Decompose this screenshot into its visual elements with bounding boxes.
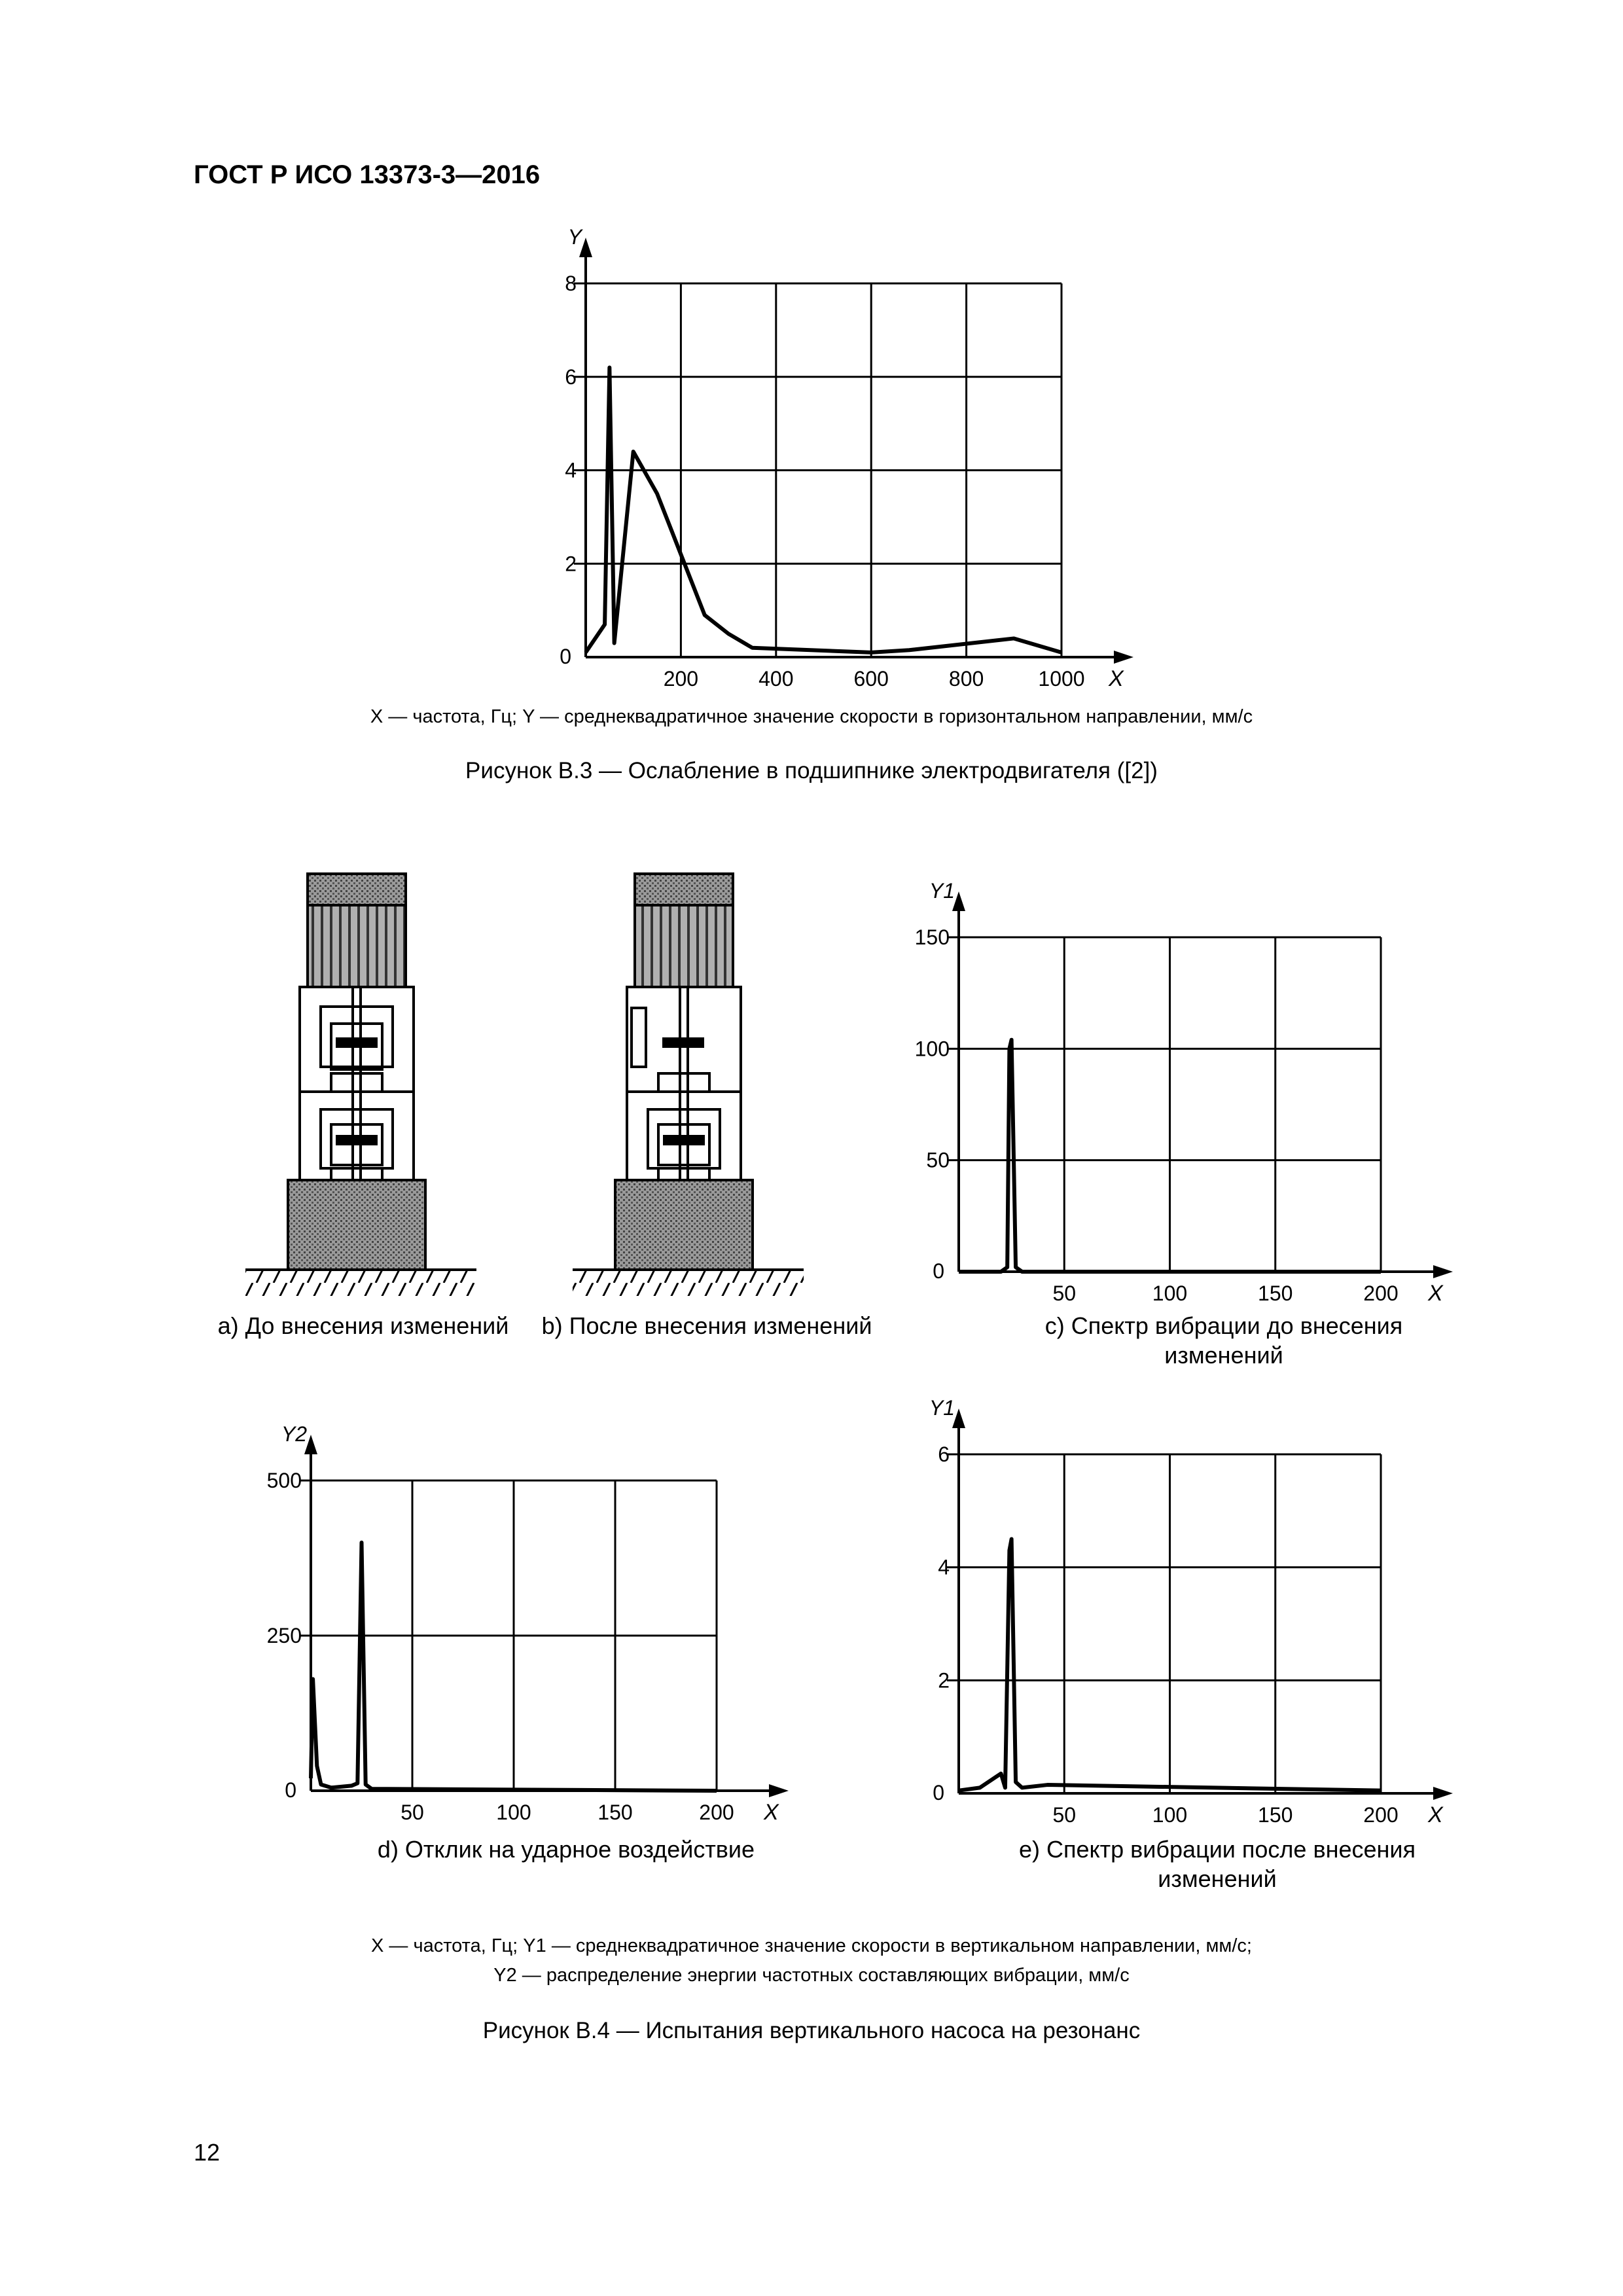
- x-tick-label-3: 200: [1363, 1803, 1399, 1827]
- y-tick-label-0: 50: [926, 1148, 950, 1172]
- x-axis-arrow: [1433, 1265, 1453, 1278]
- y-tick-label-2: 6: [565, 365, 577, 389]
- origin-label: 0: [560, 645, 571, 668]
- y-axis-label: Y2: [281, 1422, 307, 1446]
- x-tick-label-2: 150: [1258, 1282, 1293, 1305]
- x-tick-label-2: 150: [1258, 1803, 1293, 1827]
- chart-b3: [560, 225, 1133, 691]
- x-axis-arrow: [769, 1784, 789, 1797]
- x-tick-label-1: 100: [1152, 1803, 1188, 1827]
- chart-b4e: [929, 1396, 1453, 1827]
- y-tick-label-0: 250: [266, 1624, 302, 1647]
- y-axis-label: Y: [567, 225, 582, 249]
- x-axis-label: X: [1428, 1281, 1443, 1306]
- x-axis-label: X: [764, 1800, 779, 1825]
- x-tick-label-4: 1000: [1038, 667, 1085, 691]
- y-tick-label-1: 4: [565, 458, 577, 482]
- series-line-0: [586, 367, 1061, 652]
- x-tick-label-1: 100: [1152, 1282, 1188, 1305]
- figure-b3-caption: Рисунок В.3 — Ослабление в подшипнике электродвигателя ([2]): [465, 758, 1158, 783]
- origin-label: 0: [933, 1781, 944, 1804]
- document-header: ГОСТ Р ИСО 13373-3—2016: [194, 160, 541, 189]
- x-tick-label-0: 50: [401, 1801, 424, 1824]
- x-tick-label-3: 200: [1363, 1282, 1399, 1305]
- figure-b3-legend: X — частота, Гц; Y — среднеквадратичное значение скорости в горизонтальном направлении, мм/с: [370, 706, 1253, 727]
- y-tick-label-1: 500: [266, 1469, 302, 1492]
- y-tick-label-1: 100: [914, 1037, 950, 1061]
- y-tick-label-3: 8: [565, 272, 577, 295]
- subcaption-b: b) После внесения изменений: [541, 1312, 872, 1339]
- pump-diagram-before: [245, 874, 476, 1296]
- subcaption-a: a) До внесения изменений: [217, 1312, 509, 1339]
- y-tick-label-0: 2: [565, 552, 577, 576]
- y-axis-label: Y1: [929, 1396, 955, 1420]
- x-axis-label: X: [1109, 666, 1124, 691]
- x-tick-label-3: 200: [699, 1801, 734, 1824]
- x-tick-label-0: 50: [1052, 1282, 1077, 1305]
- x-axis-arrow: [1433, 1787, 1453, 1800]
- pump-diagram-after: [573, 874, 804, 1296]
- x-axis-label: X: [1428, 1803, 1443, 1827]
- x-tick-label-1: 100: [496, 1801, 531, 1824]
- x-tick-label-0: 200: [663, 667, 699, 691]
- x-tick-label-3: 800: [948, 667, 984, 691]
- y-tick-label-0: 2: [938, 1668, 950, 1693]
- figure-b4-caption: Рисунок В.4 — Испытания вертикального насоса на резонанс: [482, 2018, 1141, 2043]
- y-tick-label-1: 4: [938, 1555, 950, 1579]
- origin-label: 0: [933, 1259, 944, 1283]
- x-tick-label-2: 150: [597, 1801, 633, 1824]
- y-tick-label-2: 6: [938, 1443, 950, 1466]
- chart-b4c: [915, 879, 1453, 1306]
- subcaption-d: d) Отклик на ударное воздействие: [377, 1836, 755, 1863]
- x-axis-arrow: [1114, 651, 1133, 664]
- chart-b4d: [267, 1422, 789, 1825]
- x-tick-label-2: 600: [853, 667, 889, 691]
- subcaption-e: e) Спектр вибрации после внесения изменений: [1018, 1836, 1416, 1892]
- y-tick-label-2: 150: [914, 925, 950, 949]
- figure-b4-legend-line2: Y2 — распределение энергии частотных составляющих вибрации, мм/с: [493, 1965, 1130, 1986]
- page-number: 12: [194, 2139, 221, 2166]
- x-tick-label-1: 400: [758, 667, 794, 691]
- origin-label: 0: [285, 1778, 296, 1802]
- y-axis-label: Y1: [929, 879, 955, 903]
- x-tick-label-0: 50: [1052, 1803, 1077, 1827]
- figure-b4-legend-line1: X — частота, Гц; Y1 — среднеквадратичное значение скорости в вертикальном направлении, мм/с;: [371, 1935, 1252, 1956]
- subcaption-c: c) Спектр вибрации до внесения изменений: [1044, 1312, 1403, 1369]
